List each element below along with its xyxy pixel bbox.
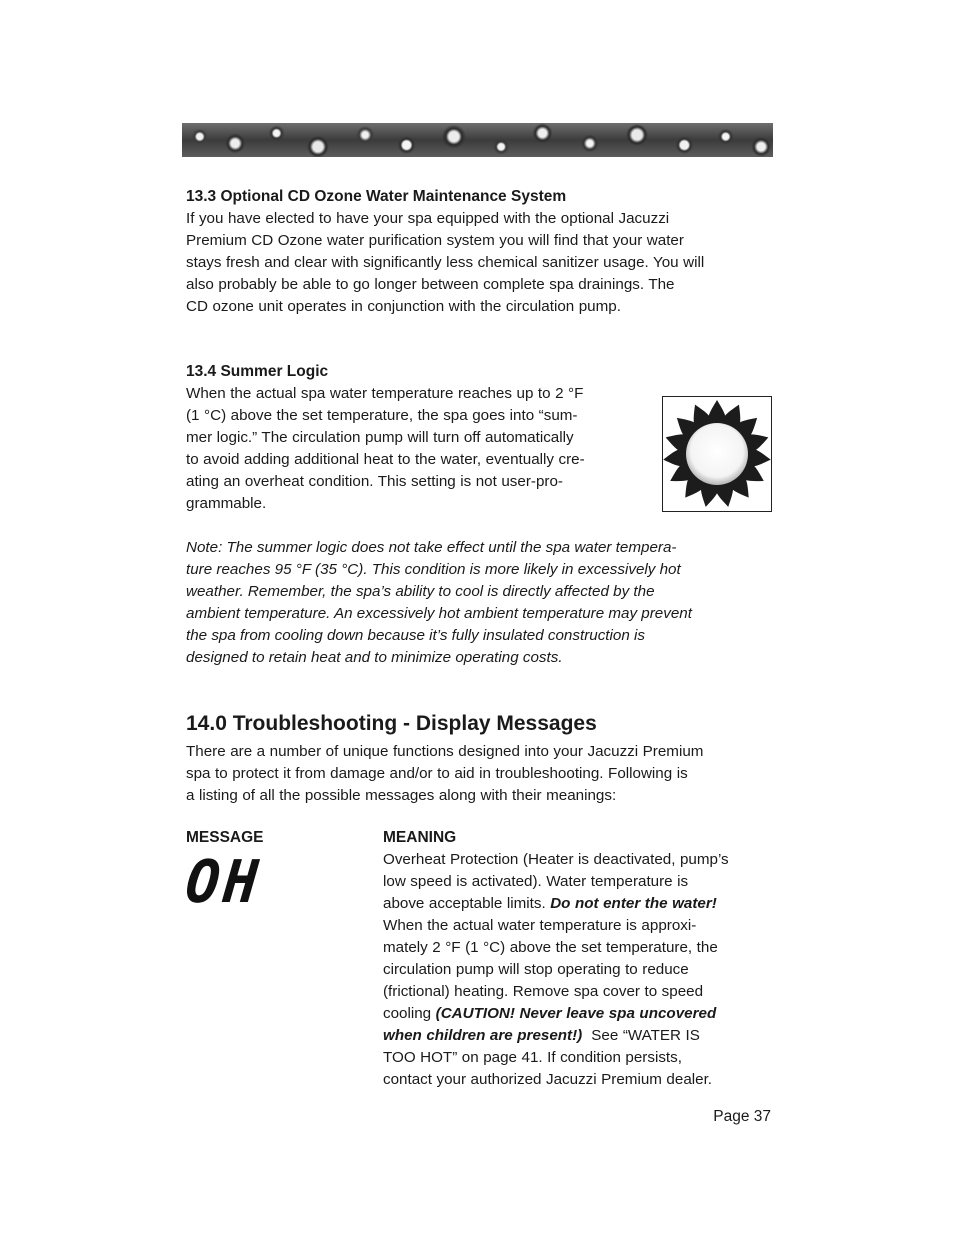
summer-logic-note <box>186 537 774 669</box>
section-14-0 <box>186 711 774 737</box>
message-column <box>182 827 366 917</box>
paragraph-line: There are a number of unique functions designed into your Jacuzzi Premium <box>186 743 704 760</box>
note-line: Note: The summer logic does not take effect until the spa water tempera- <box>186 539 677 556</box>
section-heading: 13.3 Optional CD Ozone Water Maintenance System <box>186 188 567 205</box>
meaning-line: When the actual water temperature is approxi- <box>383 917 697 934</box>
paragraph-line: CD ozone unit operates in conjunction with the circulation pump. <box>186 298 621 315</box>
meaning-line: mately 2 °F (1 °C) above the set temperature, the <box>383 939 718 956</box>
paragraph-line: ating an overheat condition. This setting is not user-pro- <box>186 473 563 490</box>
message-column-header: MESSAGE <box>186 829 264 846</box>
paragraph-line: If you have elected to have your spa equipped with the optional Jacuzzi <box>186 210 670 227</box>
bubbles-banner-image <box>182 123 773 157</box>
meaning-line <box>383 1025 775 1047</box>
note-line: designed to retain heat and to minimize operating costs. <box>186 649 563 666</box>
paragraph-line: also probably be able to go longer between complete spa drainings. The <box>186 276 675 293</box>
meaning-line <box>383 1003 775 1025</box>
paragraph-line: to avoid adding additional heat to the water, eventually cre- <box>186 451 585 468</box>
meaning-column <box>383 827 775 1091</box>
note-line: ture reaches 95 °F (35 °C). This condition is more likely in excessively hot <box>186 561 681 578</box>
note-line: weather. Remember, the spa’s ability to cool is directly affected by the <box>186 583 655 600</box>
section-14-intro <box>186 741 774 807</box>
warning-do-not-enter: Do not enter the water! <box>550 895 717 912</box>
paragraph-line: a listing of all the possible messages along with their meanings: <box>186 787 617 804</box>
sun-illustration <box>662 396 772 512</box>
note-line: ambient temperature. An excessively hot ambient temperature may prevent <box>186 605 692 622</box>
chapter-heading: 14.0 Troubleshooting - Display Messages <box>186 712 597 735</box>
meaning-line: (frictional) heating. Remove spa cover to speed <box>383 983 704 1000</box>
caution-text: (CAUTION! Never leave spa uncovered <box>435 1005 717 1022</box>
paragraph-line: When the actual spa water temperature reaches up to 2 °F <box>186 385 584 402</box>
paragraph-line: spa to protect it from damage and/or to aid in troubleshooting. Following is <box>186 765 688 782</box>
sun-icon <box>663 397 771 511</box>
paragraph-line: (1 °C) above the set temperature, the spa goes into “sum- <box>186 407 578 424</box>
meaning-line <box>383 893 775 915</box>
meaning-line: contact your authorized Jacuzzi Premium dealer. <box>383 1071 713 1088</box>
meaning-text: above acceptable limits. <box>383 895 551 912</box>
paragraph-line: grammable. <box>186 495 267 512</box>
caution-text: when children are present!) <box>383 1027 583 1044</box>
meaning-text: cooling <box>383 1005 436 1022</box>
meaning-line: circulation pump will stop operating to reduce <box>383 961 689 978</box>
paragraph-line: stays fresh and clear with significantly less chemical sanitizer usage. You will <box>186 254 705 271</box>
meaning-line: TOO HOT” on page 41. If condition persists, <box>383 1049 682 1066</box>
display-code-oh: OH <box>182 848 265 917</box>
paragraph-line: mer logic.” The circulation pump will turn off automatically <box>186 429 574 446</box>
meaning-line: low speed is activated). Water temperature is <box>383 873 689 890</box>
section-13-3 <box>186 186 774 318</box>
note-line: the spa from cooling down because it’s fully insulated construction is <box>186 627 645 644</box>
section-heading: 13.4 Summer Logic <box>186 363 329 380</box>
paragraph-line: Premium CD Ozone water purification system you will find that your water <box>186 232 684 249</box>
meaning-line: Overheat Protection (Heater is deactivated, pump’s <box>383 851 729 868</box>
meaning-text: See “WATER IS <box>582 1027 700 1044</box>
page-number: Page 37 <box>713 1108 771 1125</box>
meaning-column-header: MEANING <box>383 829 457 846</box>
section-13-4 <box>186 361 646 515</box>
